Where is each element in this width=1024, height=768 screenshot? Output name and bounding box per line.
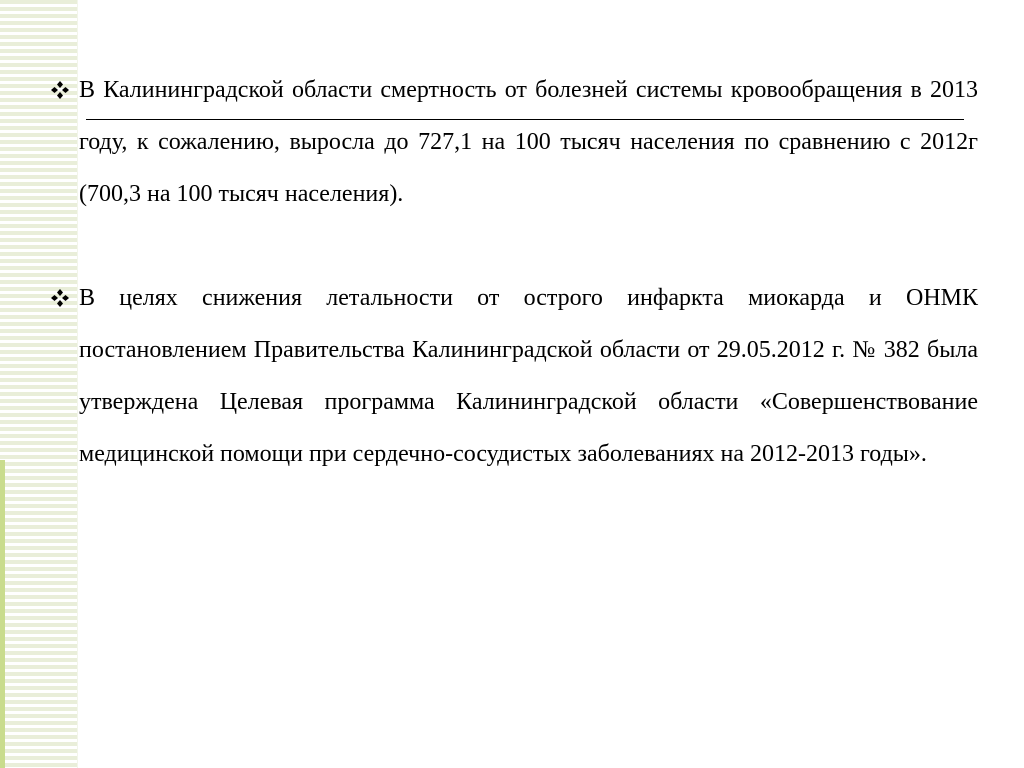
decorative-accent-line: [0, 460, 5, 768]
bullet-text-1: В Калининградской области смертность от болезней системы кровообращения в 2013 году, к сожалению, выросла до 727,1 на 100 тысяч населения по сравнению с 2012г (700,3 на 100 тысяч населения).: [79, 77, 978, 207]
bullet-paragraph-1: [48, 64, 978, 220]
diamond-bullet-icon: [48, 78, 72, 102]
bullet-paragraph-2: [48, 272, 978, 480]
diamond-bullet-icon: [48, 286, 72, 310]
slide-content: [48, 64, 978, 480]
bullet-text-2: В целях снижения летальности от острого инфаркта миокарда и ОНМК постановлением Правительства Калининградской области от 29.05.2012 г. № 382 была утверждена Целевая программа Калининградской области «Совершенствование медицинской помощи при сердечно-сосудистых заболеваниях на 2012-2013 годы».: [79, 285, 978, 467]
